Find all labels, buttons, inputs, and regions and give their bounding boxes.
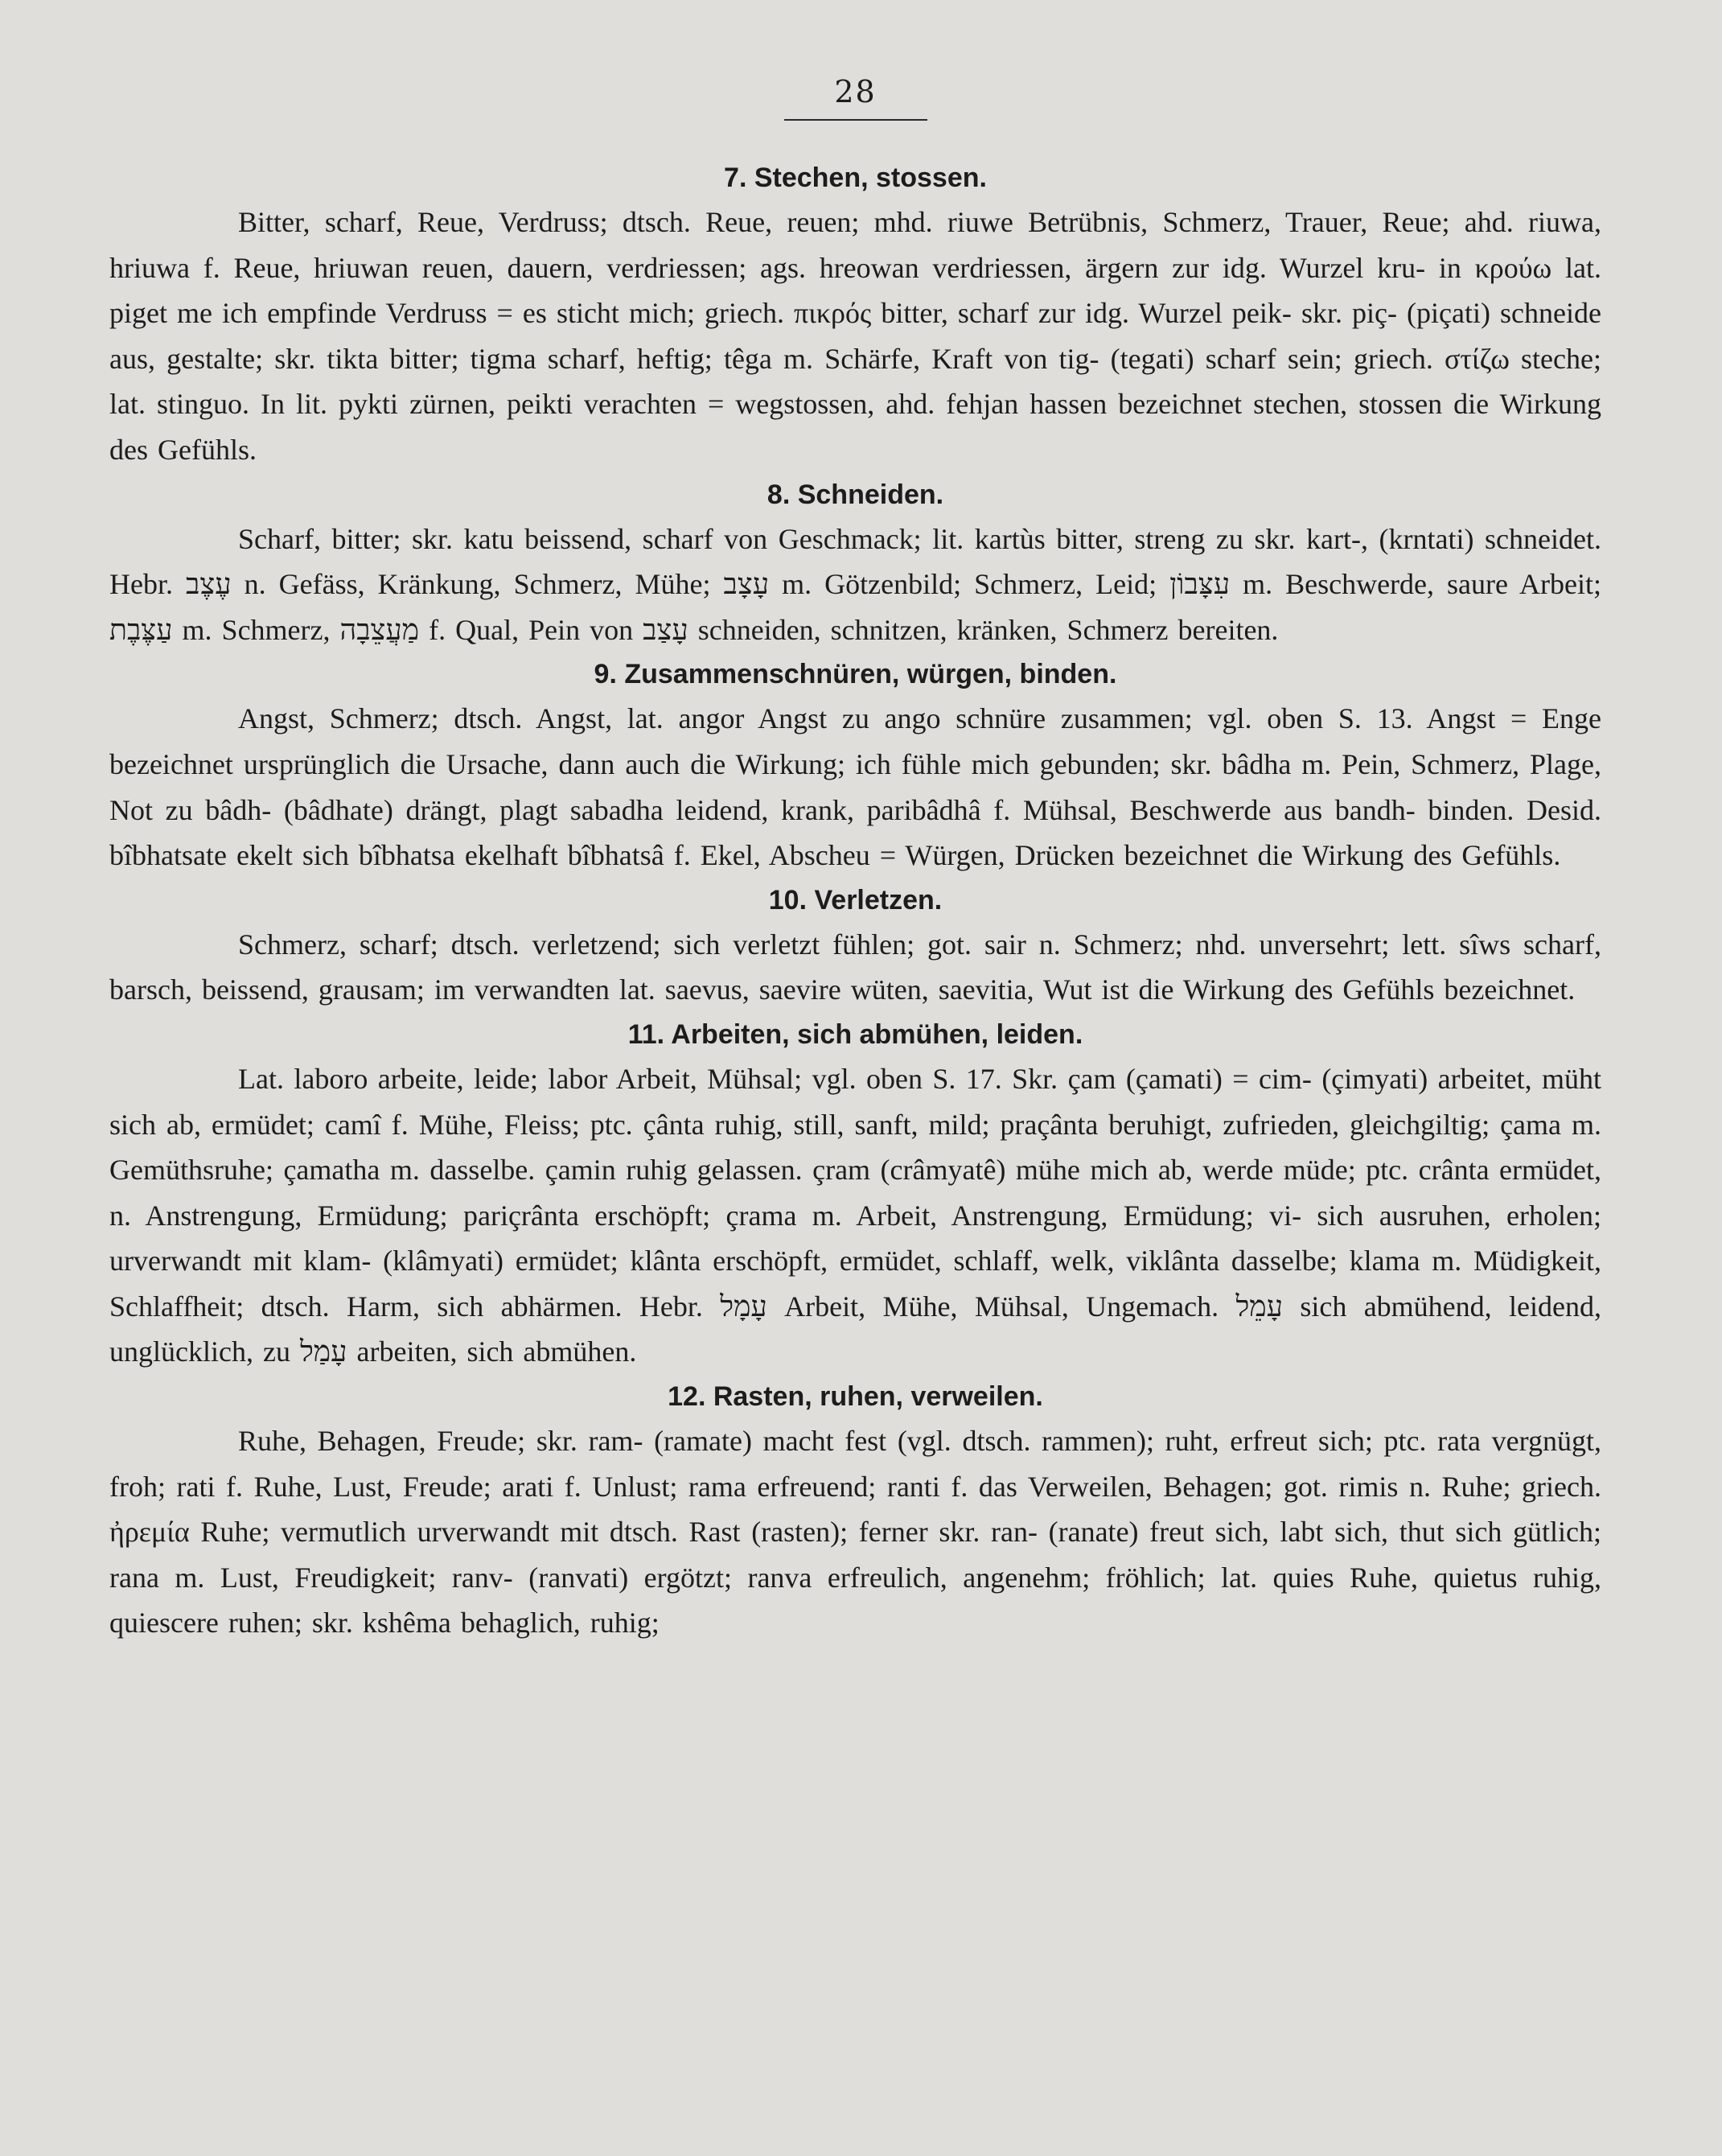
section-8 — [109, 473, 1601, 653]
page-number-rule — [784, 119, 927, 121]
section-paragraph: Lat. laboro arbeite, leide; labor Arbeit, Mühsal; vgl. oben S. 17. Skr. çam (çamati) = cim- (çimyati) arbeitet, müht sich ab, ermüdet; camî f. Mühe, Fleiss; ptc. çânta ruhig, still, sanft, mild; praçânta beruhigt, zufrieden, gleichgiltig; çama m. Gemüthsruhe; çamatha m. dasselbe. çamin ruhig gelassen. çram (crâmyatê) mühe mich ab, werde müde; ptc. crânta ermüdet, n. Anstrengung, Ermüdung; pariçrânta erschöpft; çrama m. Arbeit, Anstrengung, Ermüdung; vi- sich ausruhen, erholen; urverwandt mit klam- (klâmyati) ermüdet; klânta erschöpft, ermüdet, schlaff, welk, viklânta dasselbe; klama m. Müdigkeit, Schlaffheit; dtsch. Harm, sich abhärmen. Hebr. עָמָל Arbeit, Mühe, Mühsal, Ungemach. עָמֵל sich abmühend, leidend, unglücklich, zu עָמַל arbeiten, sich abmühen. — [109, 1062, 1601, 1368]
section-heading: 9. Zusammenschnüren, würgen, binden. — [594, 659, 1117, 690]
section-paragraph: Angst, Schmerz; dtsch. Angst, lat. angor Angst zu ango schnüre zusammen; vgl. oben S. 13. Angst = Enge bezeichnet ursprünglich die Ursache, dann auch die Wirkung; ich fühle mich gebunden; skr. bâdha m. Pein, Schmerz, Plage, Not zu bâdh- (bâdhate) drängt, plagt sabadha leidend, krank, paribâdhâ f. Mühsal, Beschwerde aus bandh- binden. Desid. bîbhatsate ekelt sich bîbhatsa ekelhaft bîbhatsâ f. Ekel, Abscheu = Würgen, Drücken bezeichnet die Wirkung des Gefühls. — [109, 702, 1601, 872]
section-7 — [109, 156, 1601, 473]
section-9 — [109, 652, 1601, 878]
section-12 — [109, 1375, 1601, 1646]
section-paragraph: Bitter, scharf, Reue, Verdruss; dtsch. Reue, reuen; mhd. riuwe Betrübnis, Schmerz, Trauer, Reue; ahd. riuwa, hriuwa f. Reue, hriuwan reuen, dauern, verdriessen; ags. hreowan verdriessen, ärgern zur idg. Wurzel kru- in κρούω lat. piget me ich empfinde Verdruss = es sticht mich; griech. πικρός bitter, scharf zur idg. Wurzel peik- skr. piç- (piçati) schneide aus, gestalte; skr. tikta bitter; tigma scharf, heftig; têga m. Schärfe, Kraft von tig- (tegati) scharf sein; griech. στίζω steche; lat. stinguo. In lit. pykti zürnen, peikti verachten = wegstossen, ahd. fehjan hassen bezeichnet stechen, stossen die Wirkung des Gefühls. — [109, 206, 1601, 466]
section-heading: 12. Rasten, ruhen, verweilen. — [668, 1381, 1043, 1413]
section-paragraph: Scharf, bitter; skr. katu beissend, scharf von Geschmack; lit. kartùs bitter, streng zu skr. kart-, (krntati) schneidet. Hebr. עֶצֶב n. Gefäss, Kränkung, Schmerz, Mühe; עָצָב m. Götzenbild; Schmerz, Leid; עִצָּבוֹן m. Beschwerde, saure Arbeit; עַצֶּבֶת m. Schmerz, מַעֲצֵבָה f. Qual, Pein von עָצַב schneiden, schnitzen, kränken, Schmerz bereiten. — [109, 522, 1601, 646]
section-11 — [109, 1013, 1601, 1375]
section-heading: 8. Schneiden. — [766, 479, 944, 510]
section-paragraph: Schmerz, scharf; dtsch. verletzend; sich verletzt fühlen; got. sair n. Schmerz; nhd. unversehrt; lett. sîws scharf, barsch, beissend, grausam; im verwandten lat. saevus, saevire wüten, saevitia, Wut ist die Wirkung des Gefühls bezeichnet. — [109, 928, 1601, 1006]
section-heading: 7. Stechen, stossen. — [724, 163, 987, 193]
page-number: 28 — [834, 74, 877, 109]
section-heading: 10. Verletzen. — [768, 884, 943, 915]
section-paragraph: Ruhe, Behagen, Freude; skr. ram- (ramate) macht fest (vgl. dtsch. rammen); ruht, erfreut sich; ptc. rata vergnügt, froh; rati f. Ruhe, Lust, Freude; arati f. Unlust; rama erfreuend; ranti f. das Verweilen, Behagen; got. rimis n. Ruhe; griech. ἠρεμία Ruhe; vermutlich urverwandt mit dtsch. Rast (rasten); ferner skr. ran- (ranate) freut sich, labt sich, thut sich gütlich; rana m. Lust, Freudigkeit; ranv- (ranvati) ergötzt; ranva erfreulich, angenehm; fröhlich; lat. quies Ruhe, quietus ruhig, quiescere ruhen; skr. kshêma behaglich, ruhig; — [109, 1425, 1601, 1640]
section-10 — [109, 878, 1601, 1013]
section-heading: 11. Arbeiten, sich abmühen, leiden. — [627, 1018, 1083, 1050]
